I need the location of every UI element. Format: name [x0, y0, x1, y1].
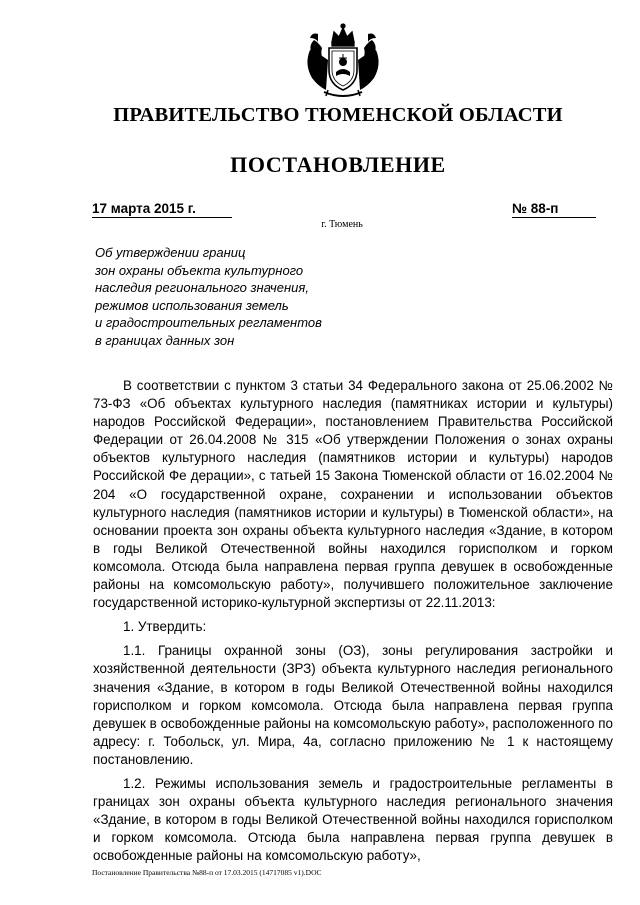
coat-of-arms-emblem	[298, 20, 388, 102]
subject-line: зон охраны объекта культурного	[95, 262, 304, 278]
document-type-title: ПОСТАНОВЛЕНИЕ	[230, 152, 446, 177]
file-footer: Постановление Правительства №88-п от 17.03.2015 (14717085 v1).DOC	[92, 868, 322, 877]
clause-1-1: 1.1. Границы охранной зоны (ОЗ), зоны регулирования застройки и хозяйственной деятельности (ЗРЗ) объекта культурного наследия регионального значения «Здание, в котором в годы Великой Отечественной войны находился горисполком и горком комсомола. Отсюда была направлена первая группа девушек в освобожденные районы на комсомольскую работу», расположенного по адресу: г. Тобольск, ул. Мира, 4а, согласно приложению № 1 к настоящему постановлению.	[93, 643, 613, 767]
resolution-clause: 1. Утвердить:	[123, 619, 207, 635]
subject-line: в границах данных зон	[95, 332, 235, 348]
preamble-paragraph: В соответствии с пунктом 3 статьи 34 Федерального закона от 25.06.2002 № 73-ФЗ «Об объектах культурного наследия (памятниках истории и культуры) народов Российской Федерации», постановлением Правительства Российской Федерации от 26.04.2008 № 315 «Об утверждении Положения о зонах охраны объектов культурного наследия (памятников истории и культуры) народов Российской Фе дерации», с татьей 15 Закона Тюменской области от 16.02.2004 № 204 «О государственной охране, сохранении и использовании объектов культурного наследия (памятников истории и культуры) в Тюменской области», на основании проекта зон охраны объекта культурного наследия «Здание, в котором в годы Великой Отечественной войны находился горисполком и горком комсомола. Отсюда была направлена первая группа девушек в освобожденные районы на комсомольскую работу», получившего положительное заключение государственной историко-культурной экспертизы от 22.11.2013:	[93, 378, 613, 611]
subject-line: и градостроительных регламентов	[95, 315, 322, 331]
clause-1-2: 1.2. Режимы использования земель и градостроительные регламенты в границах зон охраны объекта культурного наследия регионального значения «Здание, в котором в годы Великой Отечественной войны находился горисполком и горком комсомола. Отсюда была направлена первая группа девушек в освобожденные районы на комсомольскую работу»,	[93, 775, 613, 864]
issue-city: г. Тюмень	[321, 219, 363, 230]
government-title: ПРАВИТЕЛЬСТВО ТЮМЕНСКОЙ ОБЛАСТИ	[113, 104, 563, 126]
document-number: № 88-п	[512, 201, 596, 218]
document-subject	[95, 244, 375, 350]
subject-line: Об утверждении границ	[95, 245, 246, 260]
document-date: 17 марта 2015 г.	[92, 201, 232, 218]
subject-line: режимов использования земель	[95, 297, 289, 313]
document-body	[93, 377, 613, 871]
subject-line: наследия регионального значения,	[95, 280, 309, 296]
